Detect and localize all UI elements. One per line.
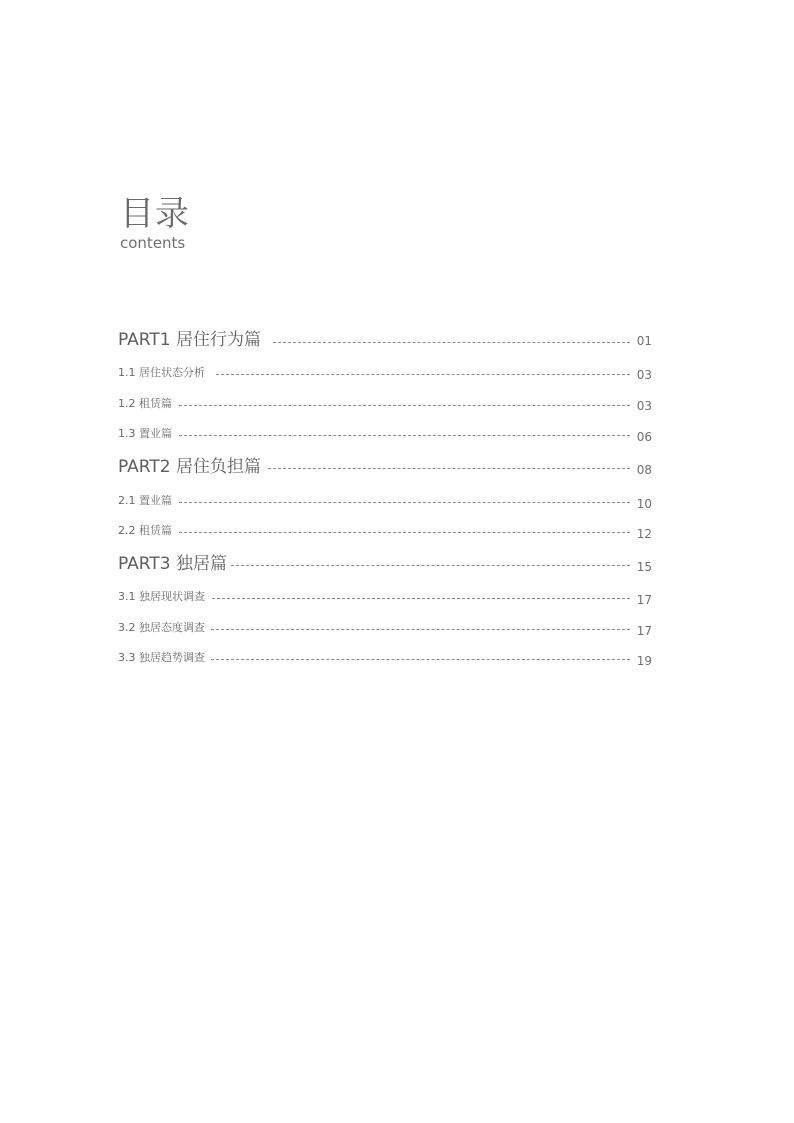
- toc-entry-label: 2.1 置业篇: [118, 494, 172, 507]
- toc-page-number: 17: [636, 624, 652, 638]
- toc-page-number: 01: [636, 334, 652, 348]
- toc-page-number: 12: [636, 527, 652, 541]
- toc-entry-3-1[interactable]: [118, 590, 652, 607]
- dot-leader: [211, 659, 630, 660]
- dot-leader: [231, 565, 630, 566]
- toc-page-number: 06: [636, 430, 652, 444]
- toc-page-number: 03: [636, 399, 652, 413]
- dot-leader: [179, 502, 630, 503]
- toc-page-number: 08: [636, 463, 652, 477]
- toc-entry-label: 3.3 独居趋势调查: [118, 651, 205, 664]
- dot-leader: [179, 435, 630, 436]
- toc-page-number: 10: [636, 497, 652, 511]
- toc-entry-label: 3.1 独居现状调查: [118, 590, 205, 603]
- toc-entry-part1[interactable]: [118, 330, 652, 350]
- toc-entry-part2[interactable]: [118, 457, 652, 477]
- toc-entry-label: 2.2 租赁篇: [118, 524, 172, 537]
- toc-entry-label: 1.1 居住状态分析: [118, 366, 205, 379]
- toc-entry-part3[interactable]: [118, 554, 652, 574]
- dot-leader: [268, 468, 630, 469]
- page-title: 目录: [120, 194, 190, 234]
- toc-title-block: [120, 194, 190, 252]
- dot-leader: [179, 532, 630, 533]
- dot-leader: [211, 629, 630, 630]
- dot-leader: [179, 405, 630, 406]
- toc-page-number: 15: [636, 560, 652, 574]
- toc-entry-label: 1.2 租赁篇: [118, 397, 172, 410]
- toc-page-number: 17: [636, 593, 652, 607]
- toc-page-number: 03: [636, 368, 652, 382]
- page-subtitle: contents: [120, 234, 186, 252]
- toc-entry-2-1[interactable]: [118, 494, 652, 511]
- toc-entry-2-2[interactable]: [118, 524, 652, 541]
- dot-leader: [273, 342, 630, 343]
- toc-entry-label: 3.2 独居态度调查: [118, 621, 205, 634]
- toc-entry-1-3[interactable]: [118, 427, 652, 444]
- toc-entry-1-2[interactable]: [118, 397, 652, 411]
- toc-entry-label: PART1 居住行为篇: [118, 330, 261, 350]
- toc-entry-3-2[interactable]: [118, 621, 652, 638]
- toc-entry-label: PART2 居住负担篇: [118, 457, 261, 477]
- dot-leader: [212, 598, 630, 599]
- dot-leader: [216, 374, 630, 375]
- toc-page-number: 19: [636, 654, 652, 668]
- toc-entry-1-1[interactable]: [118, 366, 652, 380]
- toc-entry-label: 1.3 置业篇: [118, 427, 172, 440]
- toc-entry-label: PART3 独居篇: [118, 554, 227, 574]
- toc-entry-3-3[interactable]: [118, 651, 652, 668]
